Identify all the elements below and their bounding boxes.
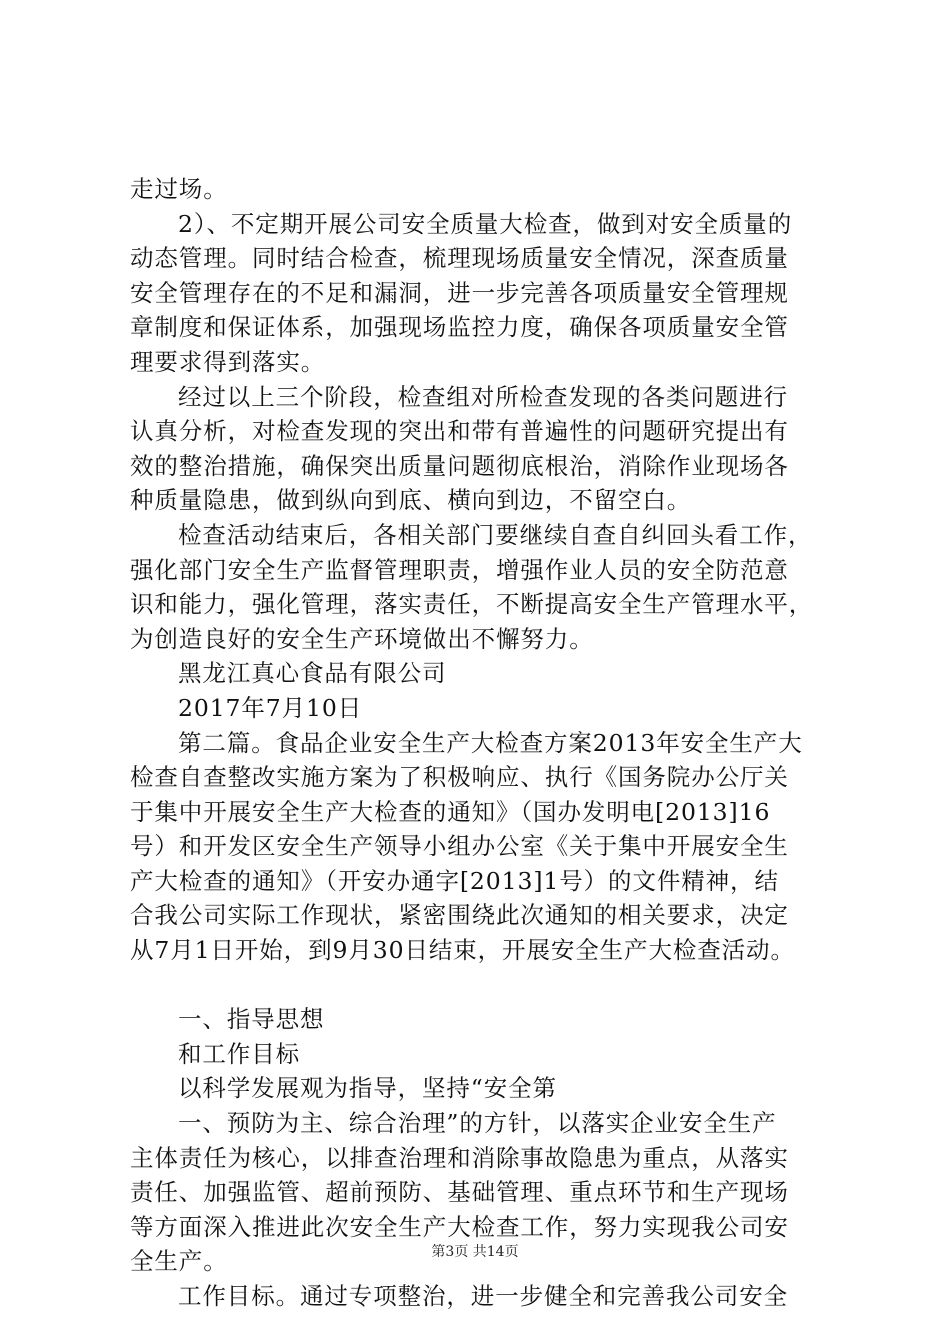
blank-line (130, 968, 842, 1003)
text-line: 和工作目标 (178, 1039, 300, 1068)
page-footer: 第3页 共14页 (431, 1244, 519, 1260)
text-line: 黑龙江真心食品有限公司 (178, 659, 447, 688)
text-line: 以科学发展观为指导，坚持“安全第 (178, 1074, 557, 1103)
text-line: 产大检查的通知》（开安办通字[2013]1号）的文件精神，结 (130, 866, 779, 895)
document-body (130, 172, 842, 1314)
text-line: 检查活动结束后，各相关部门要继续自查自纠回头看工作， (178, 520, 813, 549)
text-line: 合我公司实际工作现状，紧密围绕此次通知的相关要求，决定 (130, 901, 789, 930)
text-line: 种质量隐患，做到纵向到底、横向到边，不留空白。 (130, 486, 692, 515)
text-line: 一、预防为主、综合治理”的方针，以落实企业安全生产 (178, 1109, 777, 1138)
text-line: 动态管理。同时结合检查，梳理现场质量安全情况，深查质量 (130, 244, 789, 273)
text-line: 第二篇。食品企业安全生产大检查方案2013年安全生产大 (178, 728, 803, 757)
text-line: 章制度和保证体系，加强现场监控力度，确保各项质量安全管 (130, 313, 789, 342)
text-line: 号）和开发区安全生产领导小组办公室《关于集中开展安全生 (130, 832, 789, 861)
text-line: 主体责任为核心，以排查治理和消除事故隐患为重点，从落实 (130, 1143, 789, 1172)
text-line: 认真分析，对检查发现的突出和带有普遍性的问题研究提出有 (130, 417, 789, 446)
text-line: 从7月1日开始，到9月30日结束，开展安全生产大检查活动。 (130, 936, 795, 965)
text-line: 强化部门安全生产监督管理职责，增强作业人员的安全防范意 (130, 555, 789, 584)
text-line: 于集中开展安全生产大检查的通知》（国办发明电[2013]16 (130, 797, 771, 826)
text-line: 2）、不定期开展公司安全质量大检查，做到对安全质量的 (178, 209, 793, 238)
text-line: 为创造良好的安全生产环境做出不懈努力。 (130, 624, 594, 653)
text-line: 2017年7月10日 (178, 693, 363, 722)
text-line: 理要求得到落实。 (130, 347, 326, 376)
text-line: 走过场。 (130, 175, 228, 203)
text-line: 全生产。 (130, 1247, 228, 1276)
text-line: 效的整治措施，确保突出质量问题彻底根治，消除作业现场各 (130, 451, 789, 480)
text-line: 识和能力，强化管理，落实责任，不断提高安全生产管理水平， (130, 590, 814, 619)
text-line: 一、指导思想 (178, 1005, 325, 1034)
text-line: 安全管理存在的不足和漏洞，进一步完善各项质量安全管理规 (130, 278, 789, 307)
text-line: 检查自查整改实施方案为了积极响应、执行《国务院办公厅关 (130, 763, 789, 792)
text-line: 工作目标。通过专项整治，进一步健全和完善我公司安全 (178, 1282, 788, 1310)
text-line: 经过以上三个阶段，检查组对所检查发现的各类问题进行 (178, 382, 788, 411)
text-line: 责任、加强监管、超前预防、基础管理、重点环节和生产现场 (130, 1178, 789, 1207)
text-line: 等方面深入推进此次安全生产大检查工作，努力实现我公司安 (130, 1212, 789, 1241)
